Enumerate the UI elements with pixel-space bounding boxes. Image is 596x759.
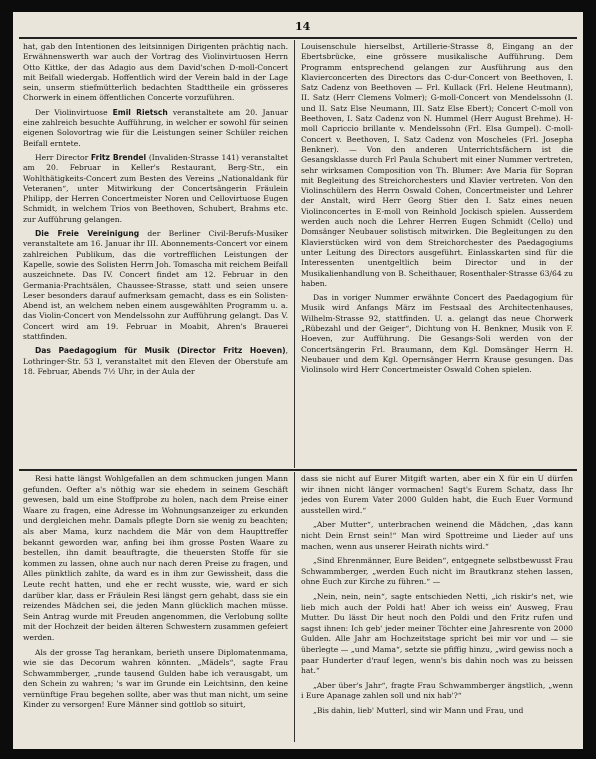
story-paragraph: „Sind Ehrenmänner, Eure Beiden“, entgegnete selbstbewusst Frau Schwammberger, „werden Euch nicht im Brautkranz stehen lassen, ohne Euch zur Kirche zu führen.“ — bbox=[301, 556, 573, 587]
column-divider-bottom bbox=[294, 472, 295, 742]
story-paragraph: „Nein, nein, nein“, sagte entschieden Netti, „ich riskir's net, wie lieb mich auch der Poldi hat! Aber ich weiss ein' Ausweg, Frau Mutter. Du lässt Dir heut noch den Poldi und den Fritz rufen und sagst ihnen: Ich geb' jeder meiner Töchter eine Jahresrente von 2000 Gulden. Alle Jahr am Hochzeitstage spricht bei mir vor und — sie überlegte — „und Mama“, setzte sie pfiffig hinzu, „wird gewiss noch a paar Hunderter d'rauf legen, wenn's bis dahin noch was zu beissen hat.“ bbox=[301, 591, 573, 676]
right-column-news bbox=[301, 42, 573, 466]
left-column-story bbox=[23, 474, 288, 742]
bold-name: Die Freie Vereinigung bbox=[35, 229, 140, 239]
bold-name: Emil Rietsch bbox=[112, 107, 168, 117]
right-column-story bbox=[301, 474, 573, 742]
story-paragraph: „Aber Mutter“, unterbrachen weinend die Mädchen, „das kann nicht Dein Ernst sein!“ Man wird Spottreime und Lieder auf uns machen, wenn aus unserer Heirath nichts wird.“ bbox=[301, 520, 573, 551]
feuilleton-rule bbox=[19, 469, 577, 471]
article-paragraph bbox=[23, 153, 288, 225]
article-paragraph bbox=[23, 229, 288, 342]
article-paragraph bbox=[23, 108, 288, 149]
paragraph-text: , Lothringer-Str. 53 I, veranstaltet mit den Eleven der Oberstufe am 18. Februar, Abends 7½ Uhr, in der Aula der bbox=[23, 346, 288, 376]
article-paragraph: Das in voriger Nummer erwähnte Concert des Paedagogium für Musik wird Anfangs März im Festsaal des Architectenhauses, Wilhelm-Strasse 92, stattfinden. U. a. gelangt das neue Chorwerk „Rübezahl und der Geiger“, Dichtung von H. Benkner, Musik von F. Hoeven, zur Aufführung. Die Gesangs-Soli werden von der Concertsängerin Frl. Braumann, dem Kgl. Domsänger Herrn H. Neubauer und dem Kgl. Opernsänger Herrn Krause gesungen. Das Violinsolo wird Herr Concertmeister Oswald Cohen spielen. bbox=[301, 293, 573, 375]
article-paragraph: hat, gab den Intentionen des leitsinnigen Dirigenten prächtig nach. Erwähnenswerth war auch der Vortrag des Violinvirtuosen Herrn Otto Kittke, der das Adagio aus dem David'schen D-moll-Concert mit Beifall wiedergab. Hoffentlich wird der Verein bald in der Lage sein, unserm stiefmütterlich bedachten Stadttheile ein grösseres Chorwerk in einem öffentlichen Concerte vorzuführen. bbox=[23, 42, 288, 103]
article-paragraph: Louisenschule hierselbst, Artillerie-Strasse 8, Eingang an der Ebertsbrücke, eine grössere musikalische Aufführung. Dem Programm entsprechend gelangen zur Ausführung aus den Klavierconcerten des Directors das C-dur-Concert von Beethoven, I. Satz Cadenz von Beethoven — Frl. Kullack (Frl. Helene Heutmann), II. Satz (Herr Clemens Volmer); G-moll-Concert von Mendelssohn (I. und II. Satz Else Neumann, III. Satz Else Ebert); Concert C-moll von Beethoven, I. Satz Cadenz von N. Hummel (Herr August Brehme). H-moll Capriccio brillante v. Mendelssohn (Frl. Elsa Gumpel). C-moll-Concert v. Beethoven, I. Satz Cadenz von Moscheles (Frl. Josepha Benkner). — Von den anderen Unterrichtsfächern ist die Gesangsklasse durch Frl Paula Schubert mit einer Nummer vertreten, sehr wirksamen Composition von Th. Blumer: Ave Maria für Sopran mit Begleitung des Streichorchesters und Klavier vertreten. Von den Violinschülern des Herrn Oswald Cohen, Concertmeister und Lehrer der Anstalt, wird Herr Georg Stier den I. Satz eines neuen Violinconcertes in E-moll von Reinhold Jockisch spielen. Ausserdem werden auch noch die Lehrer Herren Eugen Schmidt (Cello) und Domsänger Neubauer solistisch mitwirken. Die Begleitungen zu den Klavierstücken wird von dem Streichorchester des Paedagogiums unter Leitung des Directors ausgeführt. Einlasskarten sind für die Interessenten unentgeltlich beim Director und in der Musikalienhandlung von B. Scheithauer, Rosenthaler-Strasse 63/64 zu haben. bbox=[301, 42, 573, 288]
page-number: 14 bbox=[295, 20, 311, 33]
story-paragraph: „Aber über's Jahr“, fragte Frau Schwammberger ängstlich, „wenn i Eure Apanage zahlen soll und nix hab'?“ bbox=[301, 680, 573, 701]
story-paragraph: „Bis dahin, lieb' Mutterl, sind wir Mann und Frau, und bbox=[313, 705, 524, 715]
paragraph-text: der Berliner Civil-Berufs-Musiker veranstaltete am 16. Januar ihr III. Abonnements-Concert vor einem zahlreichen Publikum, das die vortrefflichen Leistungen der Kapelle, sowie des Solisten Herrn Joh. Tomascha mit reichem Beifall auszeichnete. Das IV. Concert findet am 12. Februar in den Germania-Prachtsälen, Chaussee-Strasse, statt und seien unsere Leser besonders darauf aufmerksam gemacht, dass es ein Solisten-Abend ist, an welchem neben einem ausgewählten Programm u. a. das Violin-Concert von Mendelssohn zur Aufführung gelangt. Das V. Concert wird am 19. Februar in Moabit, Ahren's Brauerei stattfinden. bbox=[23, 229, 288, 342]
paragraph-text: Herr Director bbox=[35, 152, 91, 162]
header-rule bbox=[19, 37, 577, 39]
bold-name: Das Paedagogium für Musik (Director Fritz Hoeven) bbox=[35, 346, 286, 356]
paragraph-text: Der Violinvirtuose bbox=[35, 107, 113, 117]
bold-name: Fritz Brendel bbox=[90, 152, 147, 162]
column-divider-top bbox=[294, 40, 295, 468]
paragraph-text: veranstaltete am 20. Januar eine zahlreich besuchte Aufführung, in welcher er sowohl für seinen eigenen Solovortrag wie für die Leistungen seiner Schüler reichen Beifall erntete. bbox=[23, 107, 288, 148]
left-column-news bbox=[23, 42, 288, 466]
story-paragraph: Resi hatte längst Wohlgefallen an dem schmucken jungen Mann gefunden. Oefter a's nöthig war sie ehedem in seinem Geschäft gewesen, bald um eine Stoffprobe zu holen, nach dem Preise einer Waare zu fragen, eine Adresse im Wohnungsanzeiger zu erkunden und dergleichen mehr. Damals pflegte Dorn sie wenig zu beachten; als aber Mama, kurz nachdem die Mär von dem Haupttreffer bekannt geworden war, anfing bei ihm grosse Posten Waare zu bestellen, ihn damit beauftragte, die theuersten Stoffe für sie kommen zu lassen, ohne auch nur nach deren Preise zu fragen, und Alles pünktlich zahlte, da ward es in ihm zur Gewissheit, dass die Leute recht hatten, und ehe er recht wusste, wie, ward er sich darüber klar, dass er Fräulein Resi längst gern gehabt, dass sie ein reizendes Mädchen sei, die jeden Mann glücklich machen müsse. Sein Antrag wurde mit Freuden angenommen, die Verlobung sollte mit der Hochzeit der beiden älteren Schwestern zusammen gefeiert werden. bbox=[23, 474, 288, 642]
newspaper-page bbox=[13, 12, 583, 749]
article-paragraph bbox=[23, 346, 288, 377]
paragraph-text: (Invaliden-Strasse 141) veranstaltet am 20. Februar in Keller's Restaurant, Berg-Str., ein Wohlthätigkeits-Concert zum Besten des Vereins „Nationaldank für Veteranen“, unter Mitwirkung der Concertsängerin Fräulein Philipp, der Herren Concertmeister Noren und Cellovirtuose Eugen Schmidt, in welchem Trios von Beethoven, Schubert, Brahms etc. zur Aufführung gelangen. bbox=[23, 152, 288, 224]
story-paragraph: dass sie nicht auf Eurer Mitgift warten, aber ein X für ein U dürfen wir ihnen nicht länger vormachen! Sagt's Eurem Schatz, dass Ihr jedes von Eurem Vater 2000 Gulden habt, die Euch Euer Vormund ausstellen wird.“ bbox=[301, 474, 573, 515]
story-paragraph: Als der grosse Tag herankam, berieth unsere Diplomatenmama, wie sie das Decorum wahren könnten. „Mädels“, sagte Frau Schwammberger, „runde tausend Gulden habe ich verausgabt, um den Schein zu wahren; 's war im Grunde ein Leichtsinn, den keine vernünftige Frau begehen sollte, aber was thut man nicht, um seine Kinder zu versorgen! Eure Männer sind gottlob so situirt, bbox=[23, 647, 288, 710]
